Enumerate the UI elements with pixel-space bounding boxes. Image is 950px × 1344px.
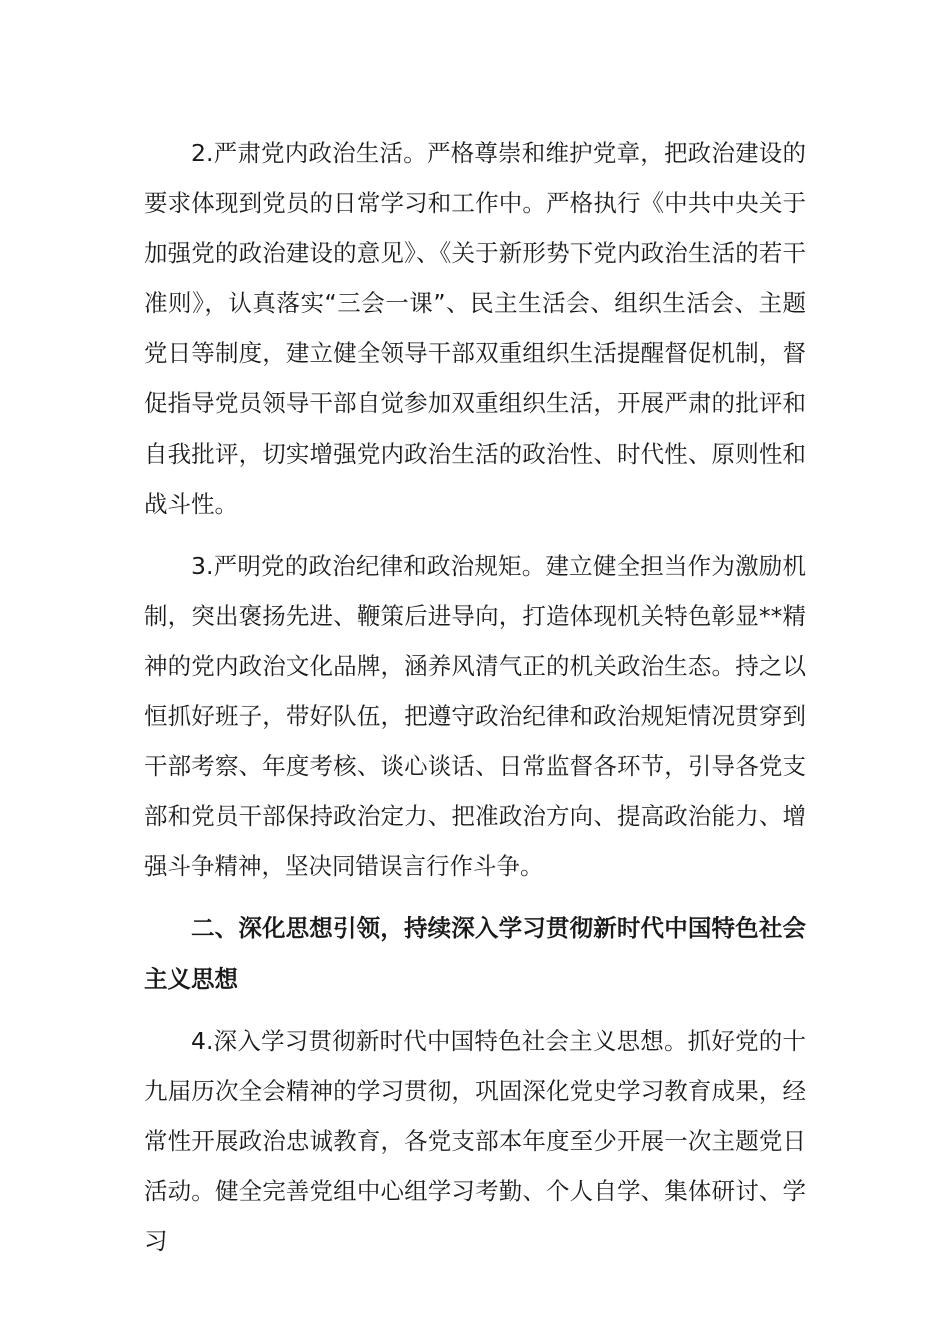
- paragraph-3-political-discipline: 3.严明党的政治纪律和政治规矩。建立健全担当作为激励机制，突出褒扬先进、鞭策后进导向，打造体现机关特色彰显**精神的党内政治文化品牌，涵养风清气正的机关政治生态。持之以恒抓好班子，带好队伍，把遵守政治纪律和政治规矩情况贯穿到干部考察、年度考核、谈心谈话、日常监督各环节，引导各党支部和党员干部保持政治定力、把准政治方向、提高政治能力、增强斗争精神，坚决同错误言行作斗争。: [144, 551, 806, 881]
- paragraph-2-strict-political-life: 2.严肃党内政治生活。严格尊崇和维护党章，把政治建设的要求体现到党员的日常学习和工作中。严格执行《中共中央关于加强党的政治建设的意见》、《关于新形势下党内政治生活的若干准则》，认真落实“三会一课”、民主生活会、组织生活会、主题党日等制度，建立健全领导干部双重组织生活提醒督促机制，督促指导党员领导干部自觉参加双重组织生活，开展严肃的批评和自我批评，切实增强党内政治生活的政治性、时代性、原则性和战斗性。: [144, 139, 806, 518]
- section-heading-2: 二、深化思想引领，持续深入学习贯彻新时代中国特色社会主义思想: [144, 914, 806, 993]
- document-body: [144, 128, 806, 1278]
- paragraph-4-study-thought: 4.深入学习贯彻新时代中国特色社会主义思想。抓好党的十九届历次全会精神的学习贯彻，巩固深化党史学习教育成果，经常性开展政治忠诚教育，各党支部本年度至少开展一次主题党日活动。健全完善党组中心组学习考勤、个人自学、集体研讨、学习: [144, 1026, 806, 1255]
